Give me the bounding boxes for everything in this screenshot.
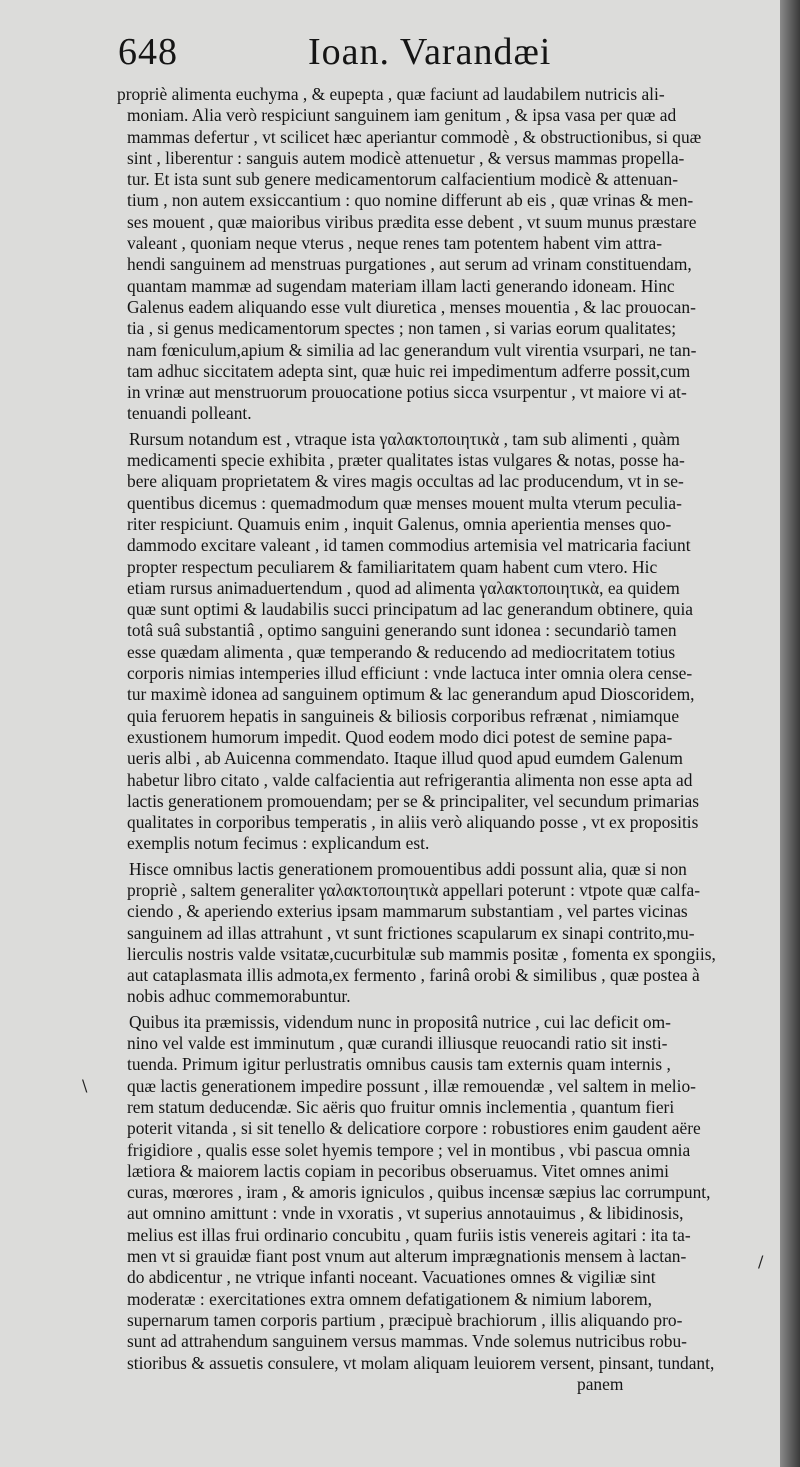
text-line: riter respiciunt. Quamuis enim , inquit Galenus, omnia aperientia menses quo-: [127, 513, 672, 534]
text-line: valeant , quoniam neque vterus , neque renes tam potentem habent vim attra-: [127, 233, 663, 254]
text-line: propriè alimenta euchyma , & eupepta , quæ faciunt ad laudabilem nutricis ali-: [117, 84, 665, 104]
text-line: hendi sanguinem ad menstruas purgationes , aut serum ad vrinam constituendam,: [127, 254, 692, 275]
text-line: poterit vitanda , si sit tenello & delicatiore corpore : robustiores enim gaudent aëre: [127, 1118, 701, 1139]
text-line: corporis nimias intemperies illud efficiunt : vnde lactuca inter omnia olera cense-: [127, 663, 693, 684]
text-line: rem statum deducendæ. Sic aëris quo fruitur omnis inclementia , quantum fieri: [127, 1096, 675, 1117]
page-header: [118, 30, 551, 74]
text-line: men vt si grauidæ fiant post vnum aut alterum imprægnationis mensem à lactan-: [127, 1246, 687, 1267]
text-line: totâ suâ substantiâ , optimo sanguini generando sunt idonea : secundariò tamen: [127, 620, 677, 641]
text-line: esse quædam alimenta , quæ temperando & reducendo ad mediocritatem totius: [127, 641, 676, 662]
text-line: exemplis notum fecimus : explicandum est.: [127, 833, 430, 854]
text-line: stioribus & assuetis consulere, vt molam aliquam leuiorem versent, pinsant, tundant,: [127, 1352, 715, 1373]
text-line: propriè , saltem generaliter γαλακτοποιητικὰ appellari poterunt : vtpote quæ calfa-: [127, 879, 701, 900]
text-line: ses mouent , quæ maioribus viribus prædita esse debent , vt suum munus præstare: [127, 211, 697, 232]
text-line: melius est illas frui ordinario concubitu , quam furiis istis venereis agitari : ita ta-: [127, 1224, 691, 1245]
text-line: exustionem humorum impedit. Quod eodem modo dici potest de semine papa-: [127, 726, 673, 747]
text-line: dammodo excitare valeant , id tamen commodius artemisia vel matricaria faciunt: [127, 535, 691, 556]
text-line: curas, mœrores , iram , & amoris igniculos , quibus incensæ sæpius lac corrumpunt,: [127, 1182, 711, 1203]
text-line: tium , non autem exsiccantium : quo nomine differunt ab eis , quæ vrinas & men-: [127, 190, 694, 211]
margin-mark: /: [758, 1252, 764, 1271]
text-line: sint , liberentur : sanguis autem modicè attenuetur , & versus mammas propella-: [127, 147, 685, 168]
text-line: habetur libro citato , valde calfacientia aut refrigerantia alimenta non esse apta ad: [127, 769, 693, 790]
text-line: qualitates in corporibus temperatis , in aliis verò aliquando posse , vt ex propositis: [127, 812, 699, 833]
text-line: Hisce omnibus lactis generationem promouentibus addi possunt alia, quæ si non: [129, 858, 687, 879]
text-line: lætiora & maiorem lactis copiam in pecoribus obseruamus. Vitet omnes animi: [127, 1160, 669, 1181]
binding-edge: [780, 0, 800, 1467]
text-line: tur. Et ista sunt sub genere medicamentorum calfacientium modicè & attenuan-: [127, 169, 679, 190]
margin-mark: \: [82, 1076, 88, 1095]
text-line: frigidiore , qualis esse solet hyemis tempore ; vel in montibus , vbi pascua omnia: [127, 1139, 691, 1160]
text-line: aut omnino amittunt : vnde in vxoratis , vt superius annotauimus , & libidinosis,: [127, 1203, 684, 1224]
text-line: quentibus dicemus : quemadmodum quæ menses mouent multa vterum peculia-: [127, 492, 682, 513]
text-line: quantam mammæ ad sugendam materiam illam lacti generando idoneam. Hinc: [127, 275, 675, 296]
text-line: etiam rursus animaduertendum , quod ad alimenta γαλακτοποιητικὰ, ea quidem: [127, 577, 680, 598]
text-line: moniam. Alia verò respiciunt sanguinem iam genitum , & ipsa vasa per quæ ad: [127, 105, 677, 126]
text-line: Rursum notandum est , vtraque ista γαλακτοποιητικὰ , tam sub alimenti , quàm: [129, 428, 680, 449]
text-line: aut cataplasmata illis admota,ex fermento , farinâ orobi & similibus , quæ postea à: [127, 965, 700, 986]
text-line: ueris albi , ab Auicenna commendato. Itaque illud quod apud eumdem Galenum: [127, 748, 683, 769]
page-number: 648: [118, 31, 178, 73]
text-line: do abdicentur , ne vtrique infanti noceant. Vacuationes omnes & vigiliæ sint: [127, 1267, 656, 1288]
text-body: [117, 84, 739, 1395]
text-line: quia feruorem hepatis in sanguineis & biliosis corporibus refrænat , nimiamque: [127, 705, 680, 726]
text-line: lierculis nostris valde vsitatæ,cucurbitulæ sub mammis positæ , fomenta ex spongiis,: [127, 943, 716, 964]
text-line: in vrinæ aut menstruorum prouocatione potius sicca vsurpentur , vt maiore vi at-: [127, 382, 687, 403]
text-line: medicamenti specie exhibita , præter qualitates istas vulgares & notas, posse ha-: [127, 450, 685, 471]
text-line: moderatæ : exercitationes extra omnem defatigationem & nimium laborem,: [127, 1288, 652, 1309]
text-line: mammas defertur , vt scilicet hæc aperiantur commodè , & obstructionibus, si quæ: [127, 126, 702, 147]
text-line: tenuandi polleant.: [127, 403, 252, 424]
text-line: tur maximè idonea ad sanguinem optimum & lac generandum apud Dioscoridem,: [127, 684, 695, 705]
text-line: nino vel valde est imminutum , quæ curandi illiusque reuocandi ratio sit insti-: [127, 1033, 668, 1054]
text-line: panem: [577, 1373, 624, 1394]
text-line: supernarum tamen corporis partium , præcipuè brachiorum , illis aliquando pro-: [127, 1309, 683, 1330]
text-line: quæ lactis generationem impedire possunt , illæ remouendæ , vel saltem in melio-: [127, 1075, 696, 1096]
text-line: ciendo , & aperiendo exterius ipsam mammarum substantiam , vel partes vicinas: [127, 901, 688, 922]
text-line: Galenus eadem aliquando esse vult diuretica , menses mouentia , & lac prouocan-: [127, 296, 696, 317]
text-line: tuenda. Primum igitur perlustratis omnibus causis tam externis quam internis ,: [127, 1054, 671, 1075]
text-line: tam adhuc siccitatem adepta sint, quæ huic rei impedimentum adferre possit,cum: [127, 360, 691, 381]
text-line: quæ sunt optimi & laudabilis succi principatum ad lac generandum obtinere, quia: [127, 599, 694, 620]
text-line: nobis adhuc commemorabuntur.: [127, 986, 351, 1007]
text-line: sanguinem ad illas attrahunt , vt sunt frictiones scapularum ex sinapi contrito,mu-: [127, 922, 695, 943]
text-line: bere aliquam proprietatem & vires magis occultas ad lac producendum, vt in se-: [127, 471, 684, 492]
text-line: sunt ad attrahendum sanguinem versus mammas. Vnde solemus nutricibus robu-: [127, 1331, 687, 1352]
text-line: lactis generationem promouendam; per se & principaliter, vel secundum primarias: [127, 790, 700, 811]
text-line: tia , si genus medicamentorum spectes ; non tamen , si varias eorum qualitates;: [127, 318, 677, 339]
text-line: propter respectum peculiarem & familiaritatem quam habent cum vtero. Hic: [127, 556, 658, 577]
running-title: Ioan. Varandæi: [308, 31, 552, 73]
text-line: Quibus ita præmissis, videndum nunc in propositâ nutrice , cui lac deficit om-: [129, 1011, 671, 1032]
text-line: nam fœniculum,apium & similia ad lac generandum vult virentia vsurpari, ne tan-: [127, 339, 697, 360]
